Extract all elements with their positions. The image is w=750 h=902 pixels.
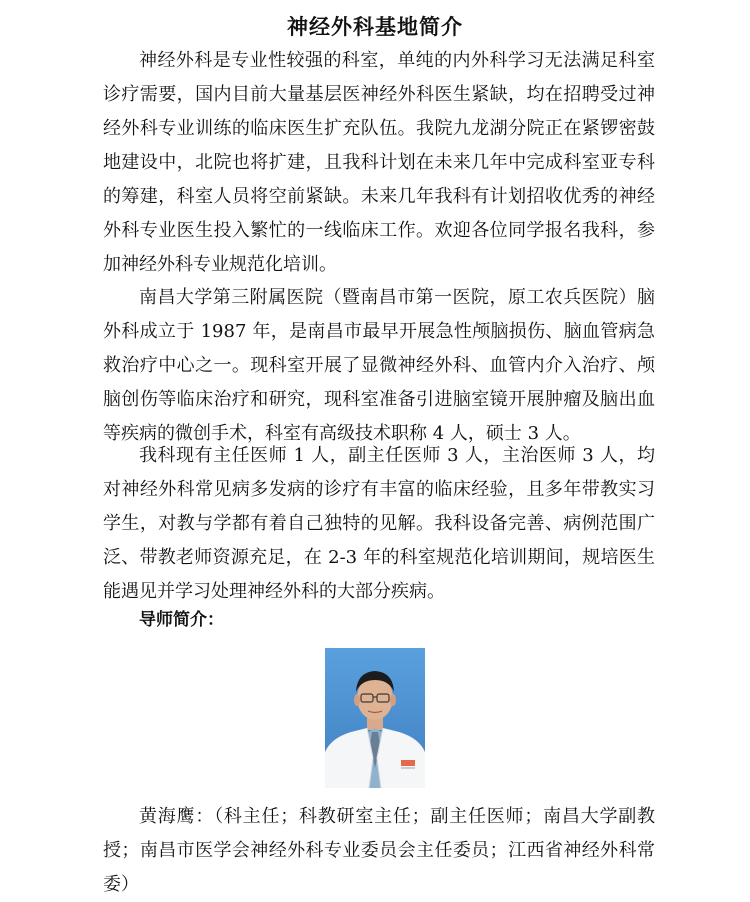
mentor-heading: 导师简介： <box>139 610 224 630</box>
intro-paragraph: 神经外科是专业性较强的科室，单纯的内外科学习无法满足科室诊疗需要，国内目前大量基层医神经外科医生紧缺，均在招聘受过神经外科专业训练的临床医生扩充队伍。我院九龙湖分院正在紧锣密鼓地建设中，北院也将扩建，且我科计划在未来几年中完成科室亚专科的筹建，科室人员将空前紧缺。未来几年我科有计划招收优秀的神经外科专业医生投入繁忙的一线临床工作。欢迎各位同学报名我科，参加神经外科专业规范化培训。 <box>103 50 655 275</box>
mentor-photo <box>325 648 425 788</box>
staff-paragraph: 我科现有主任医师 1 人，副主任医师 3 人，主治医师 3 人，均对神经外科常见病多发病的诊疗有丰富的临床经验，且多年带教实习学生，对教与学都有着自己独特的见解。我科设备完善、病例范围广泛、带教老师资源充足，在 2-3 年的科室规范化培训期间，规培医生能遇见并学习处理神经外科的大部分疾病。 <box>103 445 655 602</box>
page-title: 神经外科基地简介 <box>287 15 463 39</box>
history-paragraph: 南昌大学第三附属医院（暨南昌市第一医院，原工农兵医院）脑外科成立于 1987 年，是南昌市最早开展急性颅脑损伤、脑血管病急救治疗中心之一。现科室开展了显微神经外科、血管内介入治疗、颅脑创伤等临床治疗和研究，现科室准备引进脑室镜开展肿瘤及脑出血等疾病的微创手术，科室有高级技术职称 4 人，硕士 3 人。 <box>103 287 655 444</box>
mentor-caption: 黄海鹰：（科主任；科教研室主任；副主任医师；南昌大学副教授；南昌市医学会神经外科专业委员会主任委员；江西省神经外科常委） <box>103 806 655 895</box>
